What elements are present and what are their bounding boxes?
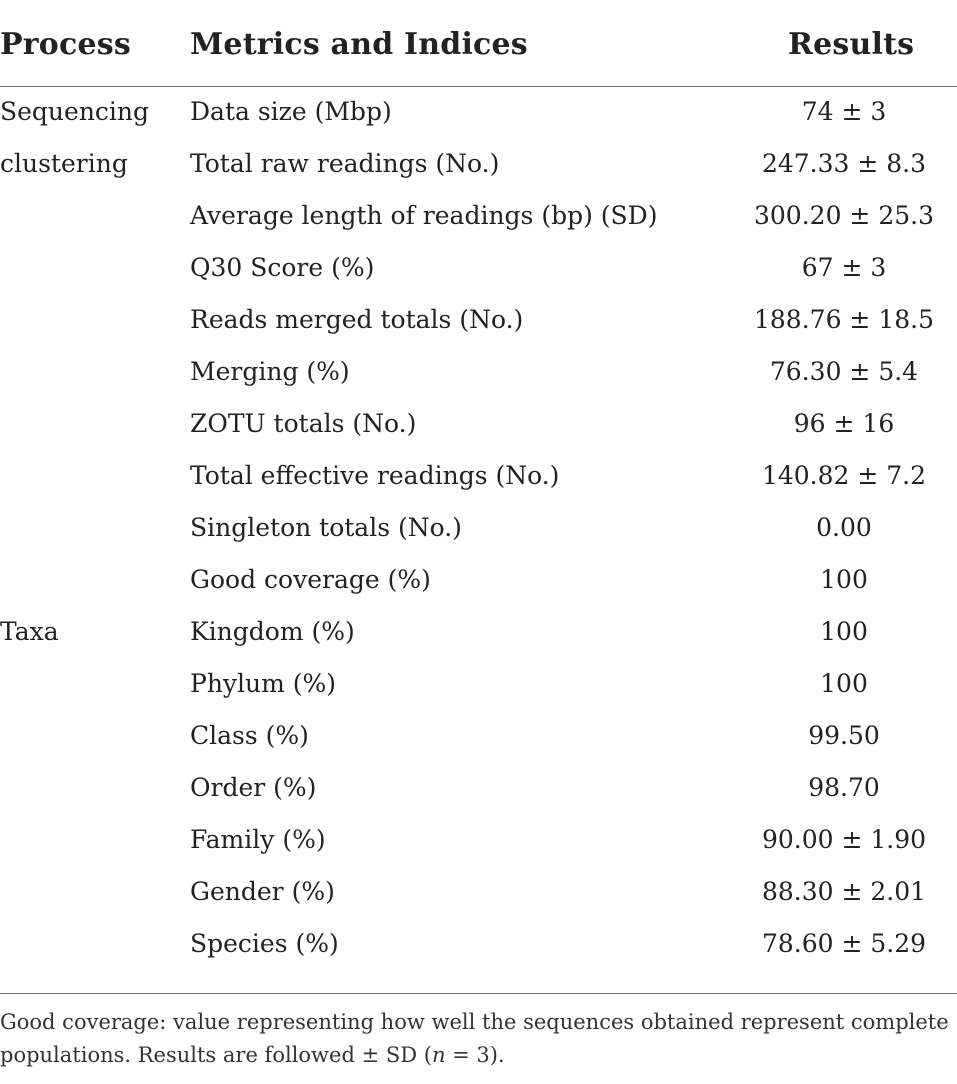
metric-cell: Merging (%): [190, 357, 350, 386]
process-cell: Taxa: [0, 617, 59, 646]
table-row: [0, 607, 957, 659]
table-row: [0, 867, 957, 919]
header-results: Results: [788, 27, 915, 62]
metric-cell: Total effective readings (No.): [190, 461, 560, 490]
result-cell: 90.00 ± 1.90: [761, 825, 927, 854]
footnote-line-2-suffix: = 3).: [445, 1043, 505, 1067]
metric-cell: Gender (%): [190, 877, 335, 906]
result-cell: 96 ± 16: [793, 409, 895, 438]
table-row: [0, 815, 957, 867]
result-cell: 300.20 ± 25.3: [754, 201, 934, 230]
table-row: [0, 243, 957, 295]
metric-cell: ZOTU totals (No.): [190, 409, 417, 438]
metric-cell: Reads merged totals (No.): [190, 305, 524, 334]
table-row: [0, 659, 957, 711]
metric-cell: Order (%): [190, 773, 317, 802]
table-footnote: [0, 1006, 950, 1072]
metric-cell: Kingdom (%): [190, 617, 355, 646]
result-cell: 76.30 ± 5.4: [769, 357, 919, 386]
metric-cell: Phylum (%): [190, 669, 337, 698]
result-cell: 100: [820, 565, 868, 594]
table-row: [0, 919, 957, 971]
result-cell: 140.82 ± 7.2: [761, 461, 927, 490]
table-row: [0, 139, 957, 191]
table-row: [0, 711, 957, 763]
table-row: [0, 763, 957, 815]
metric-cell: Data size (Mbp): [190, 97, 392, 126]
table-row: [0, 555, 957, 607]
result-cell: 0.00: [816, 513, 872, 542]
table-row: [0, 87, 957, 139]
metric-cell: Class (%): [190, 721, 309, 750]
metric-cell: Average length of readings (bp) (SD): [190, 201, 658, 230]
metric-cell: Singleton totals (No.): [190, 513, 462, 542]
footnote-line-2-prefix: populations. Results are followed ± SD (: [0, 1043, 432, 1067]
result-cell: 67 ± 3: [801, 253, 887, 282]
metric-cell: Species (%): [190, 929, 339, 958]
table-row: [0, 295, 957, 347]
table-row: [0, 191, 957, 243]
footnote-line-1: Good coverage: value representing how well the sequences obtained represent complete: [0, 1010, 949, 1034]
result-cell: 247.33 ± 8.3: [761, 149, 927, 178]
result-cell: 78.60 ± 5.29: [761, 929, 927, 958]
metric-cell: Good coverage (%): [190, 565, 431, 594]
process-cell: Sequencing: [0, 97, 150, 126]
result-cell: 98.70: [808, 773, 880, 802]
table-row: [0, 503, 957, 555]
result-cell: 100: [820, 669, 868, 698]
table-row: [0, 399, 957, 451]
footnote-line-2: [0, 1039, 950, 1072]
header-metrics: Metrics and Indices: [190, 27, 528, 62]
metric-cell: Q30 Score (%): [190, 253, 375, 282]
header-process: Process: [0, 27, 131, 62]
result-cell: 74 ± 3: [801, 97, 887, 126]
metric-cell: Total raw readings (No.): [190, 149, 500, 178]
result-cell: 99.50: [808, 721, 880, 750]
footnote-n-symbol: n: [431, 1043, 446, 1067]
table-bottom-rule: [0, 993, 957, 994]
result-cell: 100: [820, 617, 868, 646]
result-cell: 88.30 ± 2.01: [761, 877, 927, 906]
table-body: [0, 87, 957, 971]
table-header: [0, 0, 957, 87]
table-row: [0, 347, 957, 399]
metric-cell: Family (%): [190, 825, 326, 854]
result-cell: 188.76 ± 18.5: [754, 305, 934, 334]
process-cell: clustering: [0, 149, 128, 178]
table-row: [0, 451, 957, 503]
